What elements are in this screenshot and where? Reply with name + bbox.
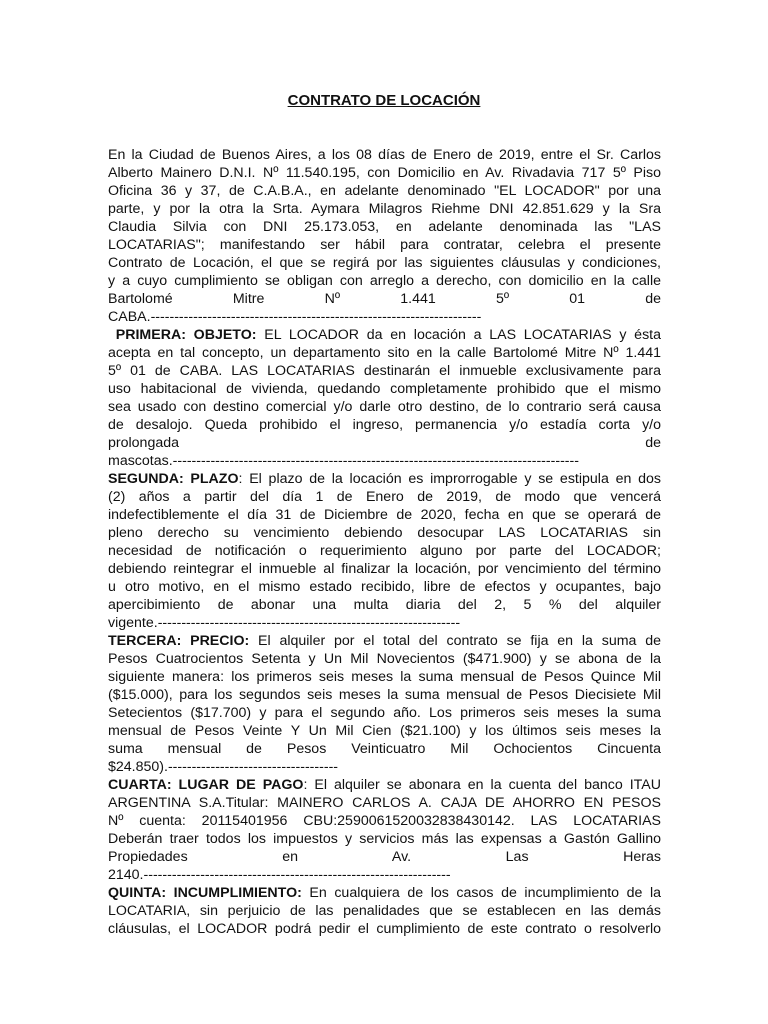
text-line: (2) años a partir del día 1 de Enero de 2019, de modo que vencerá [108,489,661,505]
clause-text: El alquiler por el total del contrato se fija en la suma de [249,633,661,649]
text-line: u otro motivo, en el mismo estado recibido, libre de efectos y ocupantes, bajo [108,579,661,595]
text-line: siguiente manera: los primeros seis meses la suma mensual de Pesos Quince Mil [108,669,661,685]
text-line: y a cuyo cumplimiento se obligan con arreglo a derecho, con domicilio en la calle [108,273,661,289]
text-line: Claudia Silvia con DNI 25.173.053, en adelante denominada las "LAS [108,219,661,235]
text-line: mascotas.-------------------------------------------------------------------------------------- [108,453,579,469]
text-line: Bartolomé Mitre Nº 1.441 5º 01 de [108,291,661,307]
text-line: Setecientos ($17.700) y para el segundo año. Los primeros seis meses la suma [108,705,661,721]
clause-heading: PRIMERA: OBJETO: [115,327,257,343]
text-line: En la Ciudad de Buenos Aires, a los 08 días de Enero de 2019, entre el Sr. Carlos [108,147,661,163]
text-line: Propiedades en Av. Las Heras [108,849,661,865]
text-line: ARGENTINA S.A.Titular: MAINERO CARLOS A. CAJA DE AHORRO EN PESOS [108,795,661,811]
text-line: apercibimiento de abonar una multa diaria del 2, 5 % del alquiler [108,597,661,613]
text-line: necesidad de notificación o requerimiento alguno por parte del LOCADOR; [108,543,661,559]
clause-segunda [108,470,661,632]
text-line: LOCATARIA, sin perjuicio de las penalidades que se establecen en las demás [108,903,661,919]
text-line: sea usado con destino comercial y/o darle otro destino, de lo contrario será causa [108,399,661,415]
text-line: ($15.000), para los segundos seis meses la suma mensual de Pesos Diecisiete Mil [108,687,661,703]
text-line: LOCATARIAS"; manifestando ser hábil para contratar, celebra el presente [108,237,661,253]
text-line: prolongada de [108,435,661,451]
text-line [108,776,661,794]
clause-heading: CUARTA: LUGAR DE PAGO [108,777,304,793]
text-line: Alberto Mainero D.N.I. Nº 11.540.195, con Domicilio en Av. Rivadavia 717 5º Piso [108,165,661,181]
document-title: CONTRATO DE LOCACIÓN [287,92,481,109]
clause-cuarta [108,776,661,884]
text-line: Contrato de Locación, el que se regirá por las siguientes cláusulas y condiciones, [108,255,661,271]
clause-heading: SEGUNDA: PLAZO [108,471,239,487]
clause-heading: QUINTA: INCUMPLIMIENTO: [108,885,302,901]
text-line: parte, y por la otra la Srta. Aymara Milagros Riehme DNI 42.851.629 y la Sra [108,201,661,217]
text-line [108,884,661,902]
text-line [108,470,661,488]
text-line: de desalojo. Queda prohibido el ingreso, permanencia y/o estadía corta y/o [108,417,661,433]
clause-text: : El plazo de la locación es improrrogable y se estipula en dos [238,471,661,487]
text-line: cláusulas, el LOCADOR podrá pedir el cumplimiento de este contrato o resolverlo [108,921,661,937]
text-line [108,632,661,650]
clause-quinta [108,884,661,938]
clause-text: En cualquiera de los casos de incumplimiento de la [301,885,661,901]
text-line: CABA.---------------------------------------------------------------------- [108,309,482,325]
text-line: suma mensual de Pesos Veinticuatro Mil Ochocientos Cincuenta [108,741,661,757]
text-line: indefectiblemente el día 31 de Diciembre de 2020, fecha en que se operará de [108,507,661,523]
text-line: acepta en tal concepto, un departamento sito en la calle Bartolomé Mitre Nº 1.441 [108,345,661,361]
document-body [108,146,661,938]
text-line [108,326,661,344]
text-line: vigente.---------------------------------------------------------------- [108,615,461,631]
text-line: debiendo reintegrar el inmueble al finalizar la locación, por vencimiento del término [108,561,661,577]
clause-primera [108,326,661,470]
text-line: Pesos Cuatrocientos Setenta y Un Mil Novecientos ($471.900) y se abona de la [108,651,661,667]
text-line: pleno derecho su vencimiento debiendo desocupar LAS LOCATARIAS sin [108,525,661,541]
clause-text: : El alquiler se abonara en la cuenta del banco ITAU [303,777,661,793]
clause-tercera [108,632,661,776]
text-line: Deberán traer todos los impuestos y servicios más las expensas a Gastón Gallino [108,831,661,847]
text-line: 5º 01 de CABA. LAS LOCATARIAS destinarán el inmueble exclusivamente para [108,363,661,379]
text-line: $24.850).------------------------------------ [108,759,339,775]
clause-heading: TERCERA: PRECIO: [108,633,250,649]
text-line: Oficina 36 y 37, de C.A.B.A., en adelante denominado "EL LOCADOR" por una [108,183,661,199]
text-line: 2140.----------------------------------------------------------------- [108,867,451,883]
clause-text: EL LOCADOR da en locación a LAS LOCATARIAS y ésta [256,327,661,343]
text-line: mensual de Pesos Veinte Y Un Mil Cien ($21.100) y los últimos seis meses la [108,723,661,739]
text-line: uso habitacional de vivienda, quedando completamente prohibido que el mismo [108,381,661,397]
text-line: Nº cuenta: 20115401956 CBU:2590061520032838430142. LAS LOCATARIAS [108,813,661,829]
paragraph-intro [108,146,661,326]
